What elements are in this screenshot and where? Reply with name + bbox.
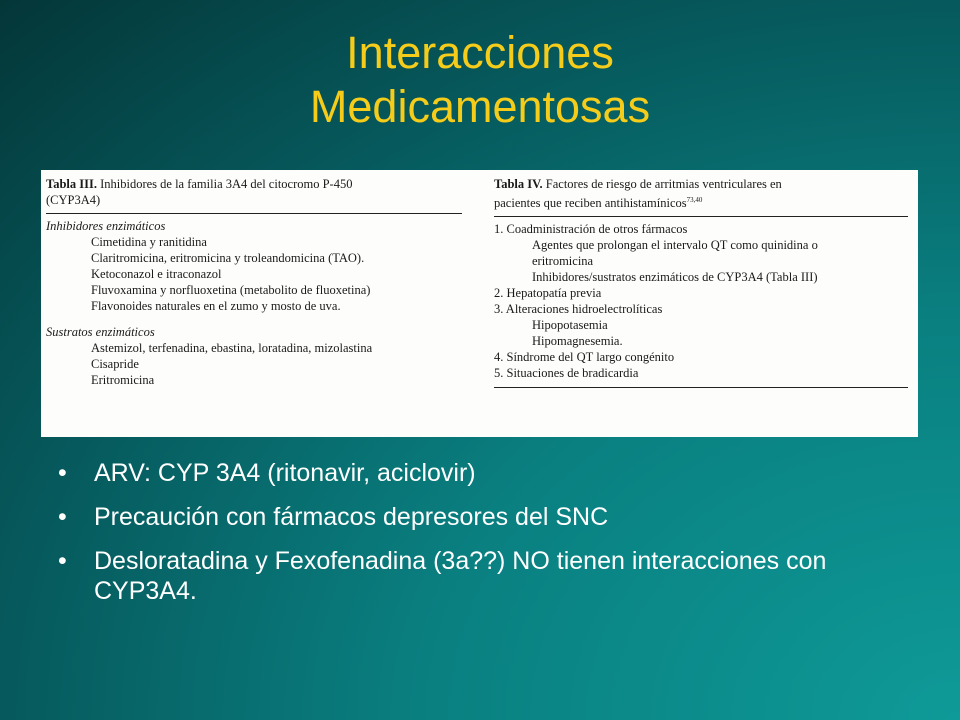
table-3-item: Claritromicina, eritromicina y troleandomicina (TAO). [91, 251, 365, 265]
table-3-heading [46, 176, 462, 208]
table-4 [494, 176, 908, 392]
bullet-list [58, 458, 908, 620]
table-4-line: Inhibidores/sustratos enzimáticos de CYP3A4 (Tabla III) [532, 270, 818, 285]
table-4-line: Hipopotasemia [532, 318, 608, 333]
table-4-line: 5. Situaciones de bradicardia [494, 366, 639, 381]
table-3-item: Ketoconazol e itraconazol [91, 267, 222, 281]
bullet-dot-icon: • [58, 459, 67, 487]
table-4-header-rule [494, 216, 908, 217]
table-3-label: Tabla III. [46, 177, 97, 191]
table-4-line: 2. Hepatopatía previa [494, 286, 602, 301]
table-4-line: Agentes que prolongan el intervalo QT como quinidina o [532, 238, 818, 253]
table-3-section-heading: Inhibidores enzimáticos [46, 219, 166, 233]
table-3 [46, 176, 462, 388]
table-3-item: Cisapride [91, 357, 139, 371]
table-3-title: Inhibidores de la familia 3A4 del citocromo P-450 [100, 177, 353, 191]
slide-title [0, 26, 960, 134]
table-4-reference: 73,40 [686, 196, 703, 204]
table-3-item: Astemizol, terfenadina, ebastina, loratadina, mizolastina [91, 341, 373, 355]
table-4-line: Hipomagnesemia. [532, 334, 623, 349]
title-line-1: Interacciones [346, 27, 614, 78]
table-3-item: Flavonoides naturales en el zumo y mosto de uva. [91, 299, 341, 313]
table-3-item: Eritromicina [91, 373, 155, 387]
bullet-text: Desloratadina y Fexofenadina (3a??) NO tienen interacciones con CYP3A4. [94, 547, 827, 605]
tables-image [41, 170, 918, 437]
bullet-dot-icon: • [58, 547, 67, 575]
bullet-item [58, 546, 908, 606]
table-3-title-line-2: (CYP3A4) [46, 193, 101, 207]
bullet-item [58, 458, 908, 488]
table-4-line: eritromicina [532, 254, 594, 269]
table-3-header-rule [46, 213, 462, 214]
bullet-item [58, 502, 908, 532]
table-4-line: 4. Síndrome del QT largo congénito [494, 350, 675, 365]
table-3-item: Cimetidina y ranitidina [91, 235, 207, 249]
table-3-section-heading: Sustratos enzimáticos [46, 325, 155, 339]
bullet-text: Precaución con fármacos depresores del SNC [94, 503, 609, 531]
table-4-footer-rule [494, 387, 908, 388]
table-4-title-line-2: pacientes que reciben antihistamínicos [494, 196, 687, 211]
bullet-dot-icon: • [58, 503, 67, 531]
table-4-line: 3. Alteraciones hidroelectrolíticas [494, 302, 663, 317]
title-line-2: Medicamentosas [309, 81, 651, 132]
bullet-text: ARV: CYP 3A4 (ritonavir, aciclovir) [94, 459, 476, 487]
table-3-item: Fluvoxamina y norfluoxetina (metabolito de fluoxetina) [91, 283, 371, 297]
table-4-heading [494, 176, 908, 211]
table-4-line: 1. Coadministración de otros fármacos [494, 222, 688, 237]
table-4-label: Tabla IV. [494, 177, 543, 191]
table-4-title: Factores de riesgo de arritmias ventriculares en [545, 177, 782, 191]
